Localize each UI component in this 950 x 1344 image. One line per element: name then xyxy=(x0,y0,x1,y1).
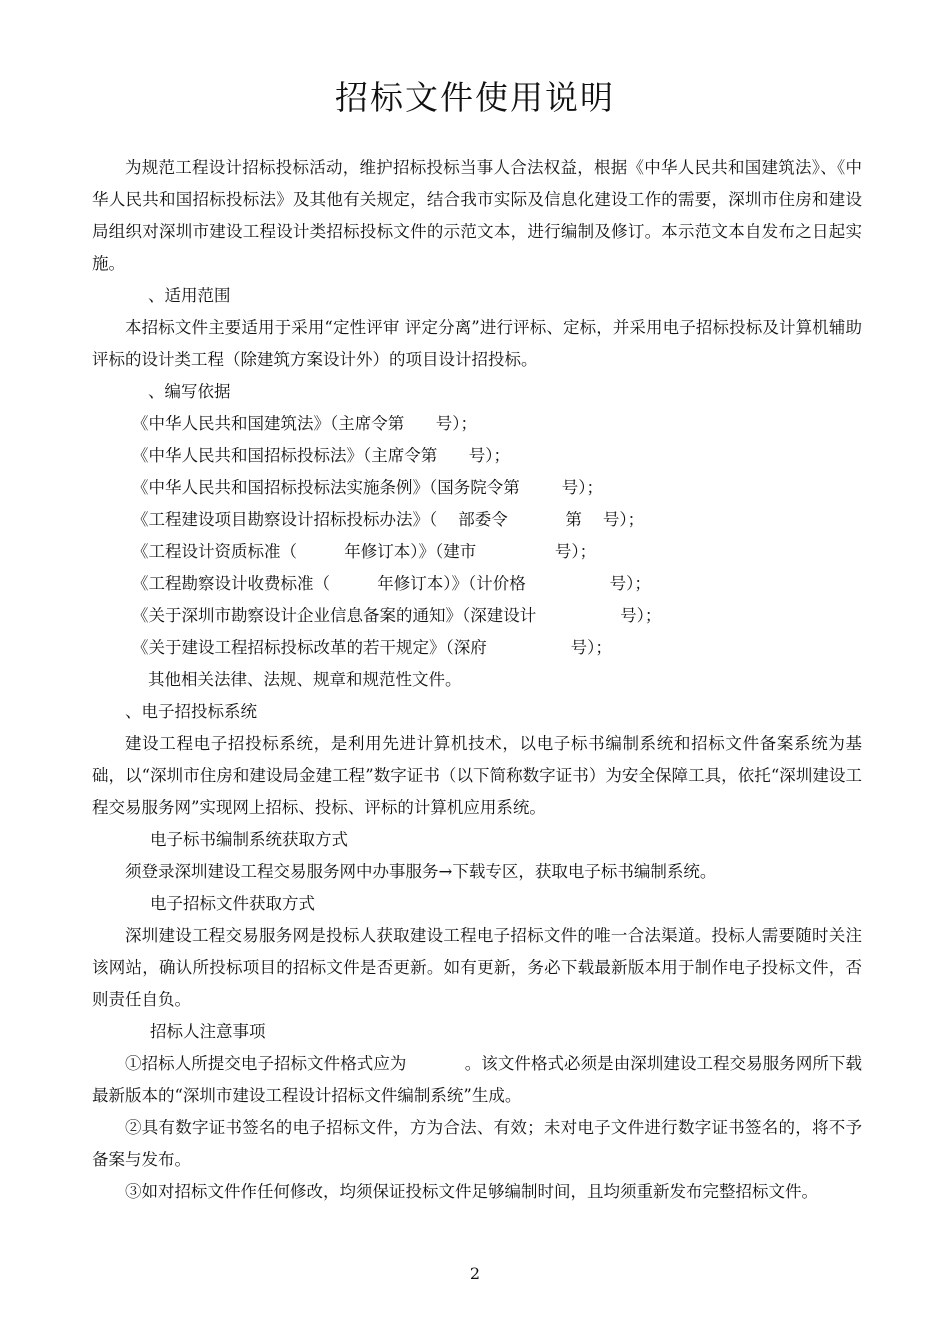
section-heading-scope: 、适用范围 xyxy=(148,286,231,305)
basis-item: 《中华人民共和国招标投标法》（主席令第 号）； xyxy=(132,446,510,465)
basis-item: 《工程设计资质标准（ 年修订本）》（建市 号）； xyxy=(132,542,597,561)
subheading-editor-access: 电子标书编制系统获取方式 xyxy=(150,830,348,849)
system-paragraph: 建设工程电子招投标系统，是利用先进计算机技术，以电子标书编制系统和招标文件备案系统为基础，以“深圳市住房和建设局金建工程”数字证书（以下简称数字证书）为安全保障工具，依托“深圳建设工程交易服务网”实现网上招标、投标、评标的计算机应用系统。 xyxy=(92,734,862,817)
note-item: ③如对招标文件作任何修改，均须保证投标文件足够编制时间，且均须重新发布完整招标文件。 xyxy=(125,1182,818,1201)
intro-paragraph: 为规范工程设计招标投标活动，维护招标投标当事人合法权益，根据《中华人民共和国建筑法》、《中华人民共和国招标投标法》及其他有关规定，结合我市实际及信息化建设工作的需要，深圳市住房和建设局组织对深圳市建设工程设计类招标投标文件的示范文本，进行编制及修订。本示范文本自发布之日起实施。 xyxy=(92,158,862,273)
basis-item: 《工程勘察设计收费标准（ 年修订本）》（计价格 号）； xyxy=(132,574,651,593)
basis-item: 《关于深圳市勘察设计企业信息备案的通知》（深建设计 号）； xyxy=(132,606,662,625)
basis-item: 《关于建设工程招标投标改革的若干规定》（深府 号）； xyxy=(132,638,612,657)
scope-paragraph: 本招标文件主要适用于采用“定性评审 评定分离”进行评标、定标，并采用电子招标投标及计算机辅助评标的设计类工程（除建筑方案设计外）的项目设计招投标。 xyxy=(92,318,862,369)
subheading-file-access: 电子招标文件获取方式 xyxy=(150,894,315,913)
basis-closing: 其他相关法律、法规、规章和规范性文件。 xyxy=(148,670,462,689)
section-heading-system: 、电子招投标系统 xyxy=(125,702,257,721)
subheading-notes: 招标人注意事项 xyxy=(150,1022,266,1041)
section-heading-basis: 、编写依据 xyxy=(148,382,231,401)
page-number: 2 xyxy=(469,1264,481,1283)
file-access-paragraph: 深圳建设工程交易服务网是投标人获取建设工程电子招标文件的唯一合法渠道。投标人需要随时关注该网站，确认所投标项目的招标文件是否更新。如有更新，务必下载最新版本用于制作电子投标文件，否则责任自负。 xyxy=(92,926,862,1009)
basis-item: 《中华人民共和国招标投标法实施条例》（国务院令第 号）； xyxy=(132,478,603,497)
basis-item: 《中华人民共和国建筑法》（主席令第 号）； xyxy=(132,414,477,433)
note-item: ②具有数字证书签名的电子招标文件，方为合法、有效；未对电子文件进行数字证书签名的，将不予备案与发布。 xyxy=(92,1118,862,1169)
editor-access-paragraph: 须登录深圳建设工程交易服务网中办事服务→下载专区，获取电子标书编制系统。 xyxy=(125,862,717,881)
basis-item: 《工程建设项目勘察设计招标投标办法》（ 部委令 第 号）； xyxy=(132,510,645,529)
note-item: ①招标人所提交电子招标文件格式应为 。该文件格式必须是由深圳建设工程交易服务网所下载最新版本的“深圳市建设工程设计招标文件编制系统”生成。 xyxy=(92,1054,862,1105)
document-body xyxy=(92,152,862,1208)
document-title: 招标文件使用说明 xyxy=(335,78,615,117)
